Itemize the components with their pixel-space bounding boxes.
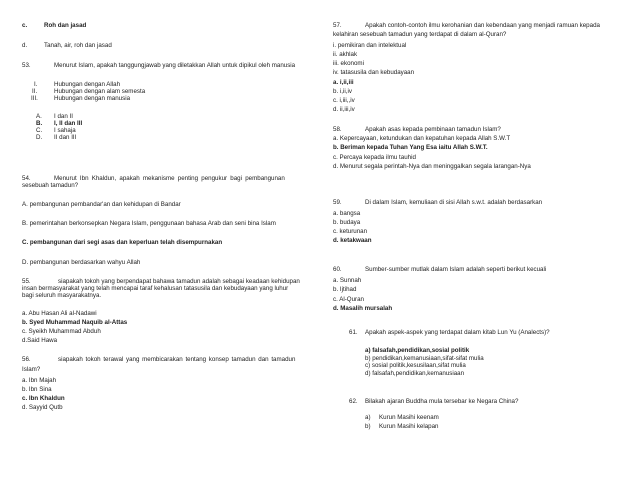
q53-option-b-num: B. [36, 120, 43, 127]
q57-line-2: kelahiran sesebuah tamadun yang terdapat di dalam al-Quran? [333, 31, 507, 38]
q55-option-c: c. Syeikh Muhammad Abduh [22, 328, 101, 335]
q61-text: Apakah aspek-aspek yang terdapat dalam kitab Lun Yu (Analects)? [365, 329, 550, 336]
q62-text: Bilakah ajaran Buddha mula tersebar ke Negara China? [365, 398, 519, 405]
q57-option-b: b. i,ii,iv [333, 88, 352, 95]
q53-option-d-num: D. [36, 134, 43, 141]
q61-option-d: d) falsafah,pendidikan,kemanusiaan [365, 370, 465, 377]
q62-option-a-num: a) [365, 414, 371, 421]
q58-option-c: c. Percaya kepada ilmu tauhid [333, 154, 416, 161]
q53-roman-1-text: Hubungan dengan Allah [54, 81, 121, 88]
q56-line-2: Islam? [22, 366, 41, 373]
q58-option-a: a. Kepercayaan, ketundukan dan kepatuhan kepada Allah S.W.T [333, 135, 511, 142]
q55-number: 55. [22, 278, 31, 285]
q53-option-a-text: I dan II [54, 113, 73, 120]
q62-option-b-text: Kurun Masihi kelapan [379, 423, 439, 430]
q57-item-3: iii. ekonomi [333, 60, 364, 67]
q56-option-c: c. Ibn Khaldun [22, 395, 65, 402]
q56-number: 56. [22, 356, 31, 363]
q61-option-c: c) sosial politik,kesusilaan,sifat mulia [365, 362, 466, 369]
q57-option-a: a. i,ii,iii [333, 79, 354, 86]
q53-roman-3-text: Hubungan dengan manusia [54, 95, 131, 102]
q57-item-4: iv. tatasusila dan kebudayaan [333, 69, 415, 76]
q59-option-d: d. ketakwaan [333, 237, 372, 244]
q54-option-a: A. pembangunan pembandar'an dan kehidupan di Bandar [22, 201, 181, 208]
q56-option-b: b. Ibn Sina [22, 386, 52, 393]
q57-option-c: c. i,iii,,iv [333, 97, 355, 104]
q56-line-1: siapakah tokoh terawal yang membicarakan tentang konsep tamadun dan tamadun [58, 356, 296, 363]
q60-option-a: a. Sunnah [333, 277, 362, 284]
q60-text: Sumber-sumber mutlak dalam Islam adalah seperti berikut kecuali [365, 266, 547, 273]
q54-line-2: sesebuah tamadun? [22, 182, 79, 189]
q58-option-b: b. Beriman kepada Tuhan Yang Esa iaitu Allah S.W.T. [333, 144, 488, 151]
q53-number: 53. [22, 62, 31, 69]
q57-number: 57. [333, 22, 342, 29]
q53-option-a-num: A. [36, 113, 42, 120]
q53-text: Menurut Islam, apakah tanggungjawab yang diletakkan Allah untuk dipikul oleh manusia [54, 62, 296, 69]
q59-option-c: c. keturunan [333, 228, 368, 235]
q54-option-c: C. pembangunan dari segi asas dan keperluan telah disempurnakan [22, 239, 223, 246]
q61-option-a: a) falsafah,pendidikan,sosial politik [365, 347, 470, 354]
q58-text: Apakah asas kepada pembinaan tamadun Islam? [365, 126, 501, 133]
q59-text: Di dalam Islam, kemuliaan di sisi Allah s.w.t. adalah berdasarkan [365, 199, 543, 206]
q57-item-1: i. pemikiran dan intelektual [333, 42, 407, 49]
q59-option-b: b. budaya [333, 219, 361, 226]
q53-option-b-text: I, II dan III [54, 120, 83, 127]
option-d-label: d. [22, 42, 28, 49]
q55-line-1: siapakah tokoh yang berpendapat bahawa tamadun adalah sebagai keadaan kehidupan [58, 278, 300, 285]
q53-roman-2-num: II. [32, 88, 38, 95]
q55-option-d: d.Said Hawa [22, 337, 58, 344]
q56-option-a: a. Ibn Majah [22, 377, 57, 384]
q60-option-d: d. Masalih mursalah [333, 305, 393, 312]
q57-item-2: ii. akhlak [333, 51, 358, 58]
q56-option-d: d. Sayyid Qutb [22, 404, 63, 411]
option-c-text: Roh dan jasad [44, 22, 87, 29]
q54-option-d: D. pembangunan berdasarkan wahyu Allah [22, 259, 141, 266]
q53-option-d-text: II dan III [54, 134, 77, 141]
q53-roman-3-num: III. [31, 95, 38, 102]
q58-number: 58. [333, 126, 342, 133]
q62-option-b-num: b) [365, 423, 371, 430]
q58-option-d: d. Menurut segala perintah-Nya dan meninggalkan segala larangan-Nya [333, 163, 531, 170]
q55-line-2: insan bermasyarakat yang telah mencapai taraf kehalusan tatasusila dan kebudayaan yang luhur [22, 285, 289, 292]
q57-option-d: d. ii,iii,iv [333, 106, 355, 113]
q53-roman-2-text: Hubungan dengan alam semesta [54, 88, 146, 95]
q60-option-c: c. Al-Quran [333, 296, 364, 303]
q55-option-b: b. Syed Muhammad Naquib al-Attas [22, 319, 128, 326]
q60-option-b: b. Ijtihad [333, 286, 357, 293]
q59-option-a: a. bangsa [333, 210, 361, 217]
q54-number: 54. [22, 175, 31, 182]
q55-line-3: bagi seluruh masyarakatnya. [22, 292, 102, 299]
q57-line-1: Apakah contoh-contoh ilmu kerohanian dan kebendaan yang menjadi ramuan kepada [365, 22, 600, 29]
q53-roman-1-num: I. [34, 81, 38, 88]
q55-option-a: a. Abu Hasan Ali al-Nadawi [22, 310, 97, 317]
option-c-label: c. [22, 22, 28, 29]
q61-option-b: b) pendidikan,kemanusiaan,sifat-sifat mulia [365, 355, 484, 362]
q59-number: 59. [333, 199, 342, 206]
q61-number: 61. [349, 329, 358, 336]
q62-number: 62. [349, 398, 358, 405]
q54-option-b: B. pemerintahan berkonsepkan Negara Islam, penggunaan bahasa Arab dan seni bina Islam [22, 220, 276, 227]
q53-option-c-num: C. [36, 127, 43, 134]
q60-number: 60. [333, 266, 342, 273]
q53-option-c-text: I sahaja [54, 127, 76, 134]
q54-line-1: Menurut Ibn Khaldun, apakah mekanisme penting pengukur bagi pembangunan [54, 175, 285, 182]
option-d-text: Tanah, air, roh dan jasad [44, 42, 112, 49]
q62-option-a-text: Kurun Masihi keenam [379, 414, 439, 421]
